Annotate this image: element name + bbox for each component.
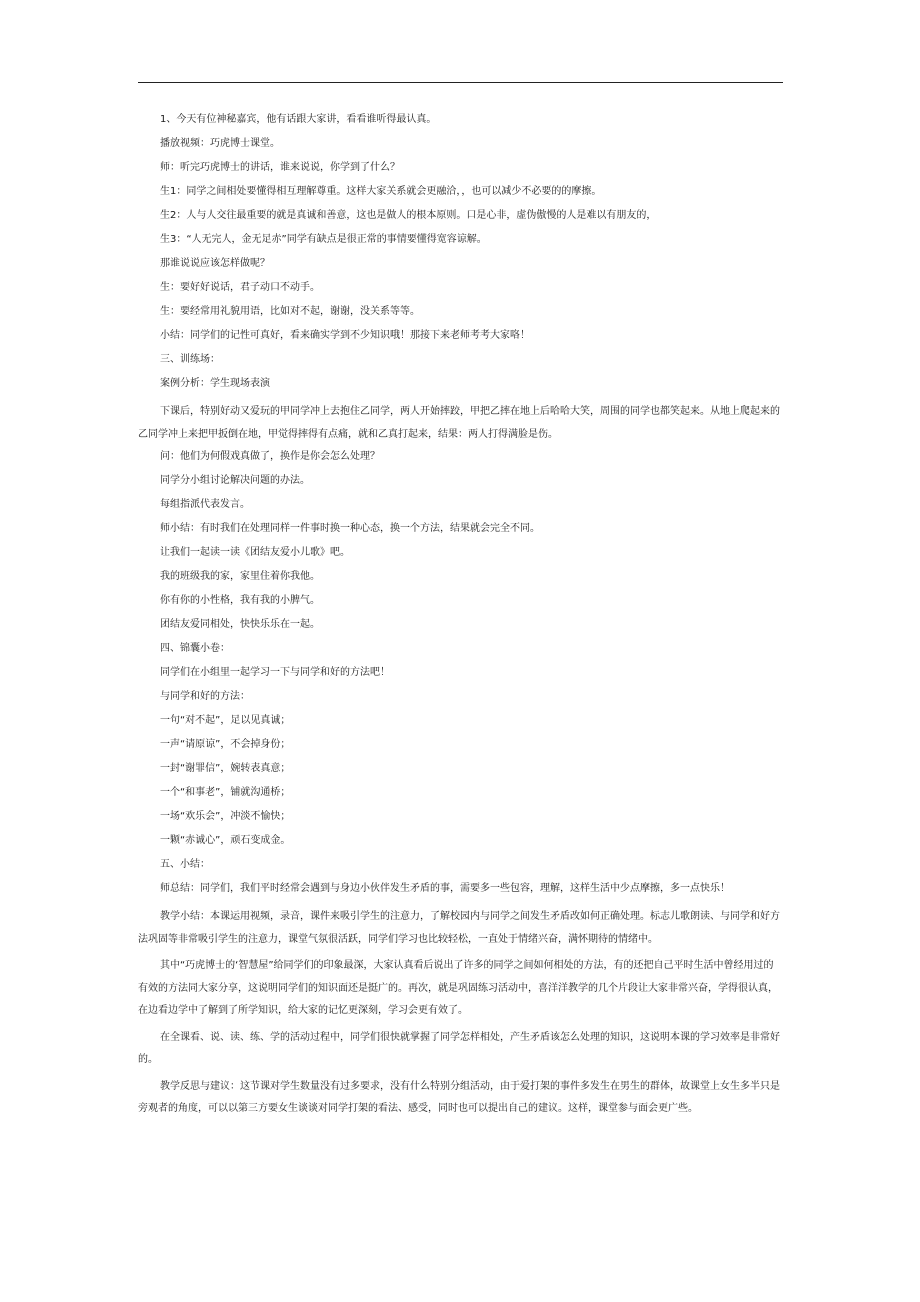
method-line: 一声“请原谅”，不会掉身份；	[160, 739, 291, 750]
paragraph: 案例分析：学生现场表演	[160, 378, 270, 389]
paragraph: 师：听完巧虎博士的讲话，谁来说说，你学到了什么？	[160, 162, 400, 173]
section-heading: 五、小结：	[160, 859, 210, 870]
song-line: 团结友爱同相处，快快乐乐在一起。	[160, 619, 320, 630]
section-heading: 四、锦囊小卷：	[160, 643, 230, 654]
paragraph: 每组指派代表发言。	[160, 499, 250, 510]
paragraph: 在全课看、说、读、练、学的活动过程中，同学们很快就掌握了同学怎样相处，产生矛盾该怎么处理的知识，这说明本课的学习效率是非常好的。	[138, 1031, 780, 1065]
paragraph: 师小结：有时我们在处理同样一件事时换一种心态，换一个方法，结果就会完全不同。	[160, 523, 540, 534]
paragraph: 生3：“人无完人，金无足赤”同学有缺点是很正常的事情要懂得宽容谅解。	[160, 234, 487, 245]
paragraph: 教学反思与建议：这节课对学生数量没有过多要求，没有什么特别分组活动，由于爱打架的事件多发生在男生的群体，故课堂上女生多半只是旁观者的角度，可以以第三方要女生谈谈对同学打架的看法、感受，同时也可以提出自己的建议。这样，课堂参与面会更广些。	[138, 1080, 780, 1114]
song-line: 我的班级我的家，家里住着你我他。	[160, 571, 320, 582]
paragraph: 播放视频：巧虎博士课堂。	[160, 138, 280, 149]
paragraph: 问：他们为何假戏真做了，换作是你会怎么处理？	[160, 451, 380, 462]
method-line: 一个“和事老”，铺就沟通桥；	[160, 787, 291, 798]
paragraph: 生1：同学之间相处要懂得相互理解尊重。这样大家关系就会更融洽，，也可以减少不必要的的摩擦。	[160, 186, 602, 197]
section-heading: 三、训练场：	[160, 354, 220, 365]
method-line: 一颗“赤诚心”，顽石变成金。	[160, 835, 291, 846]
paragraph: 那谁说说应该怎样做呢？	[160, 258, 270, 269]
paragraph: 师总结：同学们，我们平时经常会遇到与身边小伙伴发生矛盾的事，需要多一些包容，理解，这样生活中少点摩擦，多一点快乐！	[160, 883, 730, 894]
header-rule	[138, 82, 783, 83]
paragraph: 教学小结：本课运用视频，录音，课件来吸引学生的注意力，了解校园内与同学之间发生矛盾改如何正确处理。标志儿歌朗读、与同学和好方法巩固等非常吸引学生的注意力，课堂气氛很活跃，同学们学习也比较轻松，一直处于情绪兴奋，满怀期待的情绪中。	[138, 911, 780, 945]
method-line: 一句“对不起”，足以见真诚；	[160, 715, 291, 726]
paragraph: 让我们一起读一读《团结友爱小儿歌》吧。	[160, 547, 350, 558]
paragraph: 1、今天有位神秘嘉宾，他有话跟大家讲，看看谁听得最认真。	[160, 114, 437, 125]
song-line: 你有你的小性格，我有我的小脾气。	[160, 595, 320, 606]
method-line: 一封“谢罪信”，婉转表真意；	[160, 763, 291, 774]
paragraph: 小结：同学们的记性可真好，看来确实学到不少知识哦！那接下来老师考考大家咯！	[160, 330, 530, 341]
paragraph: 同学分小组讨论解决问题的办法。	[160, 475, 310, 486]
method-line: 一场“欢乐会”，冲淡不愉快；	[160, 811, 291, 822]
paragraph: 生：要经常用礼貌用语，比如对不起，谢谢，没关系等等。	[160, 306, 420, 317]
paragraph: 其中“巧虎博士的‘智慧屋”给同学们的印象最深，大家认真看后说出了许多的同学之间如何相处的方法，有的还把自己平时生活中曾经用过的有效的方法同大家分享，这说明同学们的知识面还是挺广的。再次，就是巩固练习活动中，喜洋洋教学的几个片段让大家非常兴奋，学得很认真，在边看边学中了解到了所学知识，给大家的记忆更深刻，学习会更有效了。	[138, 960, 778, 1016]
paragraph: 下课后，特别好动又爱玩的甲同学冲上去抱住乙同学，两人开始摔跤，甲把乙摔在地上后哈哈大笑，周围的同学也都笑起来。从地上爬起来的乙同学冲上来把甲扳倒在地，甲觉得摔得有点痛，就和乙真打起来，结果：两人打得满脸是伤。	[138, 406, 780, 440]
document-body	[138, 113, 783, 1125]
paragraph: 同学们在小组里一起学习一下与同学和好的方法吧！	[160, 667, 390, 678]
paragraph: 生：要好好说话，君子动口不动手。	[160, 282, 320, 293]
paragraph: 生2：人与人交往最重要的就是真诚和善意，这也是做人的根本原则。口是心非，虚伪傲慢的人是难以有朋友的，	[160, 210, 657, 221]
paragraph: 与同学和好的方法：	[160, 691, 250, 702]
